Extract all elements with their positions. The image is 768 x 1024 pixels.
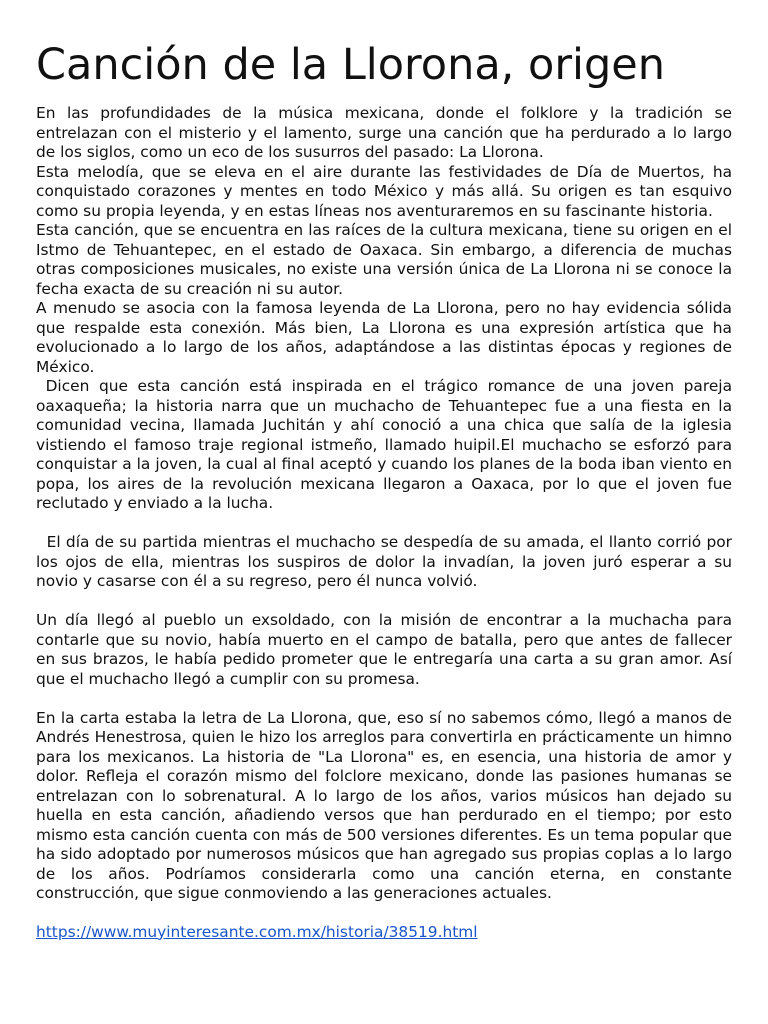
paragraph-legend: A menudo se asocia con la famosa leyenda de La Llorona, pero no hay evidencia sólida que respalde esta conexión. Más bien, La Llorona es una expresión artística que ha evolucionado a lo largo de los años, adaptándose a las distintas épocas y regiones de México. <box>36 299 732 376</box>
paragraph-soldier: Un día llegó al pueblo un exsoldado, con la misión de encontrar a la muchacha para contarle que su novio, había muerto en el campo de batalla, pero que antes de fallecer en sus brazos, le había pedido prometer que le entregaría una carta a su gran amor. Así que el muchacho llegó a cumplir con su promesa. <box>36 611 732 688</box>
paragraph-departure: El día de su partida mientras el muchacho se despedía de su amada, el llanto corrió por los ojos de ella, mientras los suspiros de dolor la invadían, la joven juró esperar a su novio y casarse con él a su regreso, pero él nunca volvió. <box>36 533 737 590</box>
paragraph-melody: Esta melodía, que se eleva en el aire durante las festividades de Día de Muertos, ha conquistado corazones y mentes en todo México y más allá. Su origen es tan esquivo como su propia leyenda, y en estas líneas nos aventuraremos en su fascinante historia. <box>36 162 732 220</box>
document-page <box>36 0 737 942</box>
paragraph-letter: En la carta estaba la letra de La Llorona, que, eso sí no sabemos cómo, llegó a manos de Andrés Henestrosa, quien le hizo los arreglos para convertirla en prácticamente un himno para los mexicanos. La historia de "La Llorona" es, en esencia, una historia de amor y dolor. Refleja el corazón mismo del folclore mexicano, donde las pasiones humanas se entrelazan con lo sobrenatural. A lo largo de los años, varios músicos han dejado su huella en esta canción, añadiendo versos que han perdurado en el tiempo; por esto mismo esta canción cuenta con más de 500 versiones diferentes. Es un tema popular que ha sido adoptado por numerosos músicos que han agregado sus propias coplas a lo largo de los años. Podríamos considerarla como una canción eterna, en constante construcción, que sigue conmoviendo a las generaciones actuales. <box>36 708 732 902</box>
paragraph-romance: Dicen que esta canción está inspirada en el trágico romance de una joven pareja oaxaqueña; la historia narra que un muchacho de Tehuantepec fue a una fiesta en la comunidad vecina, llamada Juchitán y ahí conoció a una chica que salía de la iglesia vistiendo el famoso traje regional istmeño, llamado huipil.El muchacho se esforzó para conquistar a la joven, la cual al final aceptó y cuando los planes de la boda iban viento en popa, los aires de la revolución mexicana llegaron a Oaxaca, por lo que el joven fue reclutado y enviado a la lucha. <box>36 377 737 512</box>
document-body <box>36 104 737 904</box>
paragraph-intro: En las profundidades de la música mexicana, donde el folklore y la tradición se entrelazan con el misterio y el lamento, surge una canción que ha perdurado a lo largo de los siglos, como un eco de los susurros del pasado: La Llorona. <box>36 104 732 161</box>
source-link[interactable]: https://www.muyinteresante.com.mx/historia/38519.html <box>36 922 478 941</box>
document-title: Canción de la Llorona, origen <box>36 40 665 90</box>
paragraph-origin: Esta canción, que se encuentra en las raíces de la cultura mexicana, tiene su origen en el Istmo de Tehuantepec, en el estado de Oaxaca. Sin embargo, a diferencia de muchas otras composiciones musicales, no existe una versión única de La Llorona ni se conoce la fecha exacta de su creación ni su autor. <box>36 221 732 298</box>
